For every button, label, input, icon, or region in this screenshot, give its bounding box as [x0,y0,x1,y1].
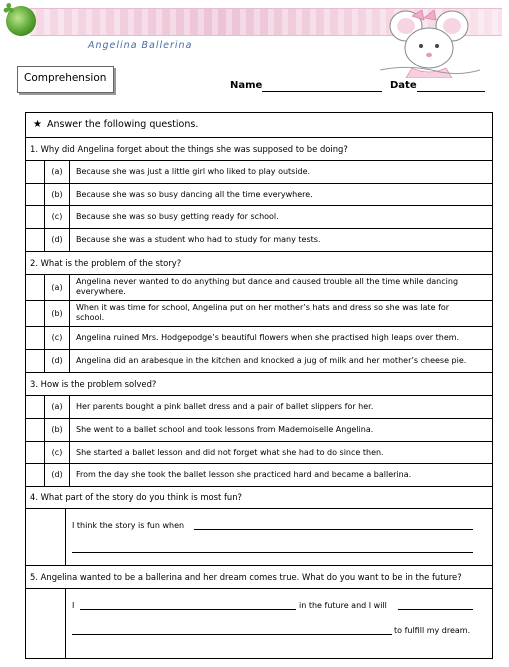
option-text[interactable]: Angelina never wanted to do anything but dance and caused trouble all the time while dancing everywhere. [76,277,459,296]
answer-prompt-middle: in the future and I will [299,601,387,610]
answer-line[interactable] [398,609,473,610]
column-divider [44,160,45,251]
answer-line[interactable] [80,609,296,610]
row-divider [25,205,493,206]
option-text[interactable]: Angelina did an arabesque in the kitchen and knocked a jug of milk and her mother’s cheese pie. [76,356,467,365]
column-divider [44,274,45,372]
column-divider [65,588,66,659]
option-letter: (b) [51,425,63,434]
mouse-ballerina-illustration [372,8,484,78]
row-divider [25,160,493,161]
option-letter: (b) [51,309,63,318]
option-letter: (a) [51,167,63,176]
option-text[interactable]: She started a ballet lesson and did not forget what she had to do since then. [76,448,384,457]
option-text[interactable]: Her parents bought a pink ballet dress and a pair of ballet slippers for her. [76,402,374,411]
row-divider [25,418,493,419]
option-text[interactable]: Because she was just a little girl who liked to play outside. [76,167,311,176]
row-divider [25,588,493,589]
answer-line[interactable] [194,529,473,530]
option-letter: (d) [51,356,63,365]
instruction-text: Answer the following questions. [47,119,199,130]
option-text[interactable]: Because she was a student who had to study for many tests. [76,235,321,244]
option-letter: (c) [51,333,63,342]
row-divider [25,395,493,396]
row-divider [25,463,493,464]
option-text[interactable]: When it was time for school, Angelina put on her mother’s hats and dress so she was late for school. [76,303,450,322]
clover-icon: ♣ [2,0,16,18]
answer-prompt-end: to fulfill my dream. [394,626,471,635]
date-field[interactable] [417,91,485,92]
series-title: Angelina Ballerina [88,40,193,51]
option-letter: (d) [51,235,63,244]
row-divider [25,486,493,487]
row-divider [25,183,493,184]
answer-prompt: I think the story is fun when [72,521,185,530]
column-divider [69,395,70,486]
row-divider [25,300,493,301]
option-text[interactable]: She went to a ballet school and took lessons from Mademoiselle Angelina. [76,425,374,434]
row-divider [25,137,493,138]
question-4-text: 4. What part of the story do you think is most fun? [30,492,242,502]
row-divider [25,326,493,327]
question-5-text: 5. Angelina wanted to be a ballerina and her dream comes true. What do you want to be in the future? [30,572,462,582]
question-1-text: 1. Why did Angelina forget about the things she was supposed to be doing? [30,144,348,154]
column-divider [69,274,70,372]
row-divider [25,372,493,373]
option-letter: (c) [51,212,63,221]
option-letter: (b) [51,190,63,199]
option-text[interactable]: Angelina ruined Mrs. Hodgepodge’s beautiful flowers when she practised high leaps over them. [76,333,460,342]
row-divider [25,251,493,252]
question-2-text: 2. What is the problem of the story? [30,258,182,268]
option-text[interactable]: Because she was so busy getting ready for school. [76,212,279,221]
option-text[interactable]: From the day she took the ballet lesson she practiced hard and became a ballerina. [76,470,412,479]
row-divider [25,274,493,275]
answer-line[interactable] [72,552,473,553]
date-label: Date [390,80,417,91]
row-divider [25,228,493,229]
column-divider [69,160,70,251]
option-text[interactable]: Because she was so busy dancing all the time everywhere. [76,190,313,199]
name-field[interactable] [262,91,382,92]
option-letter: (d) [51,470,63,479]
option-letter: (c) [51,448,63,457]
row-divider [25,349,493,350]
option-letter: (a) [51,402,63,411]
row-divider [25,441,493,442]
question-3-text: 3. How is the problem solved? [30,379,157,389]
answer-prompt-start: I [72,601,75,610]
option-letter: (a) [51,283,63,292]
row-divider [25,565,493,566]
row-divider [25,508,493,509]
name-label: Name [230,80,263,91]
column-divider [44,395,45,486]
star-icon: ★ [33,119,42,130]
column-divider [65,508,66,565]
answer-line[interactable] [72,634,392,635]
worksheet-type-label: Comprehension [17,66,114,93]
